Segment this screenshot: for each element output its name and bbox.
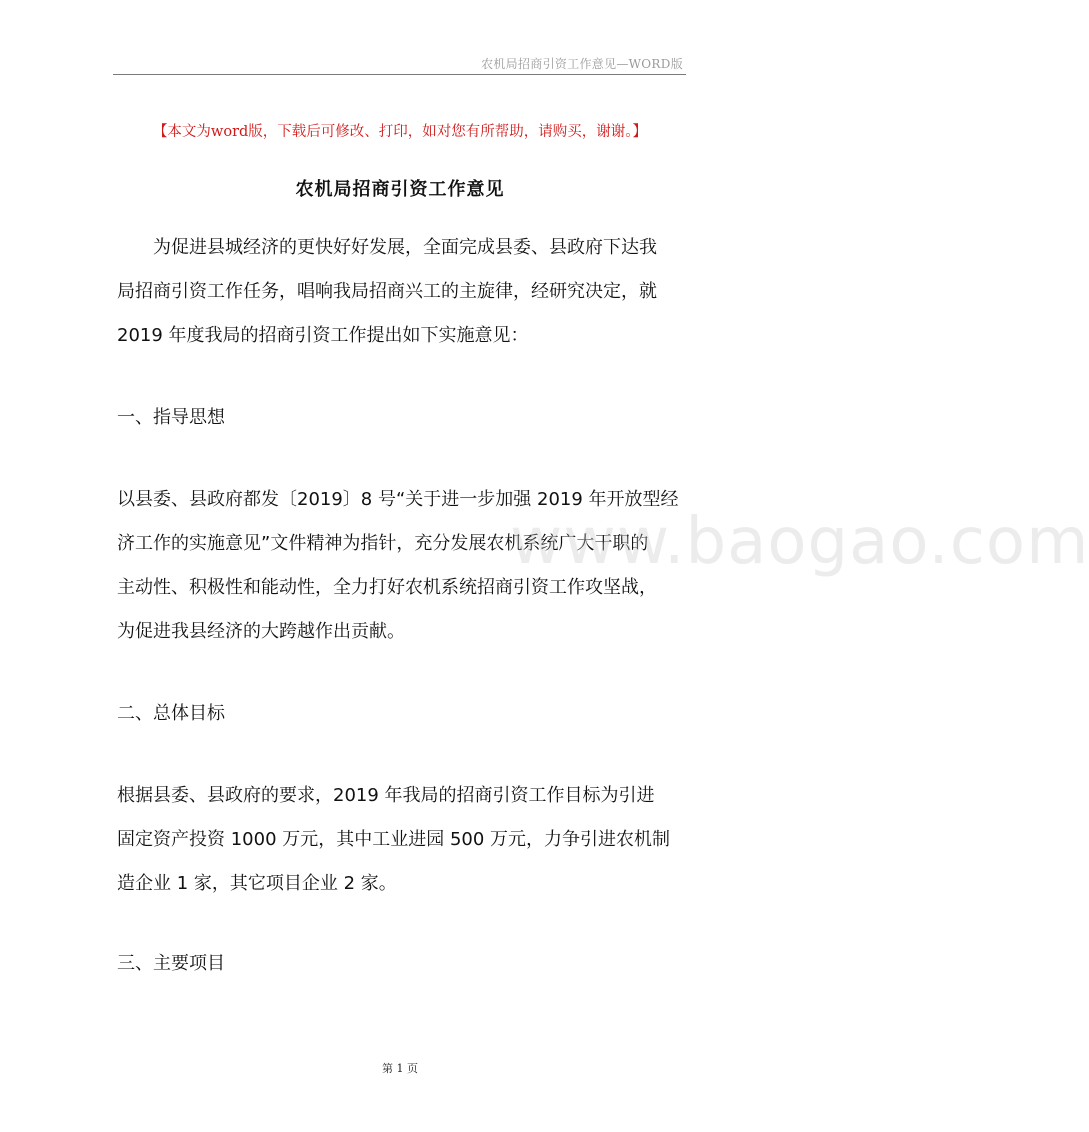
section-heading-overall-goal: 二、总体目标 <box>117 703 225 724</box>
overall-goal-paragraph <box>117 774 683 906</box>
paragraph-line: 固定资产投资 1000 万元，其中工业进园 500 万元，力争引进农机制 <box>117 829 671 850</box>
intro-paragraph <box>117 226 683 358</box>
page-number: 第 1 页 <box>382 1062 418 1075</box>
running-header: 农机局招商引资工作意见—WORD版 <box>481 57 683 71</box>
intro-line: 2019 年度我局的招商引资工作提出如下实施意见： <box>117 325 529 346</box>
paragraph-line: 主动性、积极性和能动性，全力打好农机系统招商引资工作攻坚战， <box>117 577 657 598</box>
watermark: www.baogao.com <box>510 505 1089 579</box>
section-heading-main-projects: 三、主要项目 <box>117 953 225 974</box>
paragraph-line: 济工作的实施意见”文件精神为指针，充分发展农机系统广大干职的 <box>117 533 649 554</box>
paragraph-line: 根据县委、县政府的要求，2019 年我局的招商引资工作目标为引进 <box>117 785 655 806</box>
header-rule <box>113 74 686 75</box>
intro-line: 局招商引资工作任务，唱响我局招商兴工的主旋律，经研究决定，就 <box>117 281 657 302</box>
paragraph-line: 以县委、县政府都发〔2019〕8 号“关于进一步加强 2019 年开放型经 <box>117 489 679 510</box>
paragraph-line: 造企业 1 家，其它项目企业 2 家。 <box>117 873 397 894</box>
paragraph-line: 为促进我县经济的大跨越作出贡献。 <box>117 621 405 642</box>
document-title: 农机局招商引资工作意见 <box>295 179 505 200</box>
intro-line: 为促进县城经济的更快好好发展，全面完成县委、县政府下达我 <box>153 237 657 258</box>
section-heading-guiding-ideology: 一、指导思想 <box>117 407 225 428</box>
purchase-notice: 【本文为word版，下载后可修改、打印，如对您有所帮助，请购买，谢谢。】 <box>152 124 648 140</box>
